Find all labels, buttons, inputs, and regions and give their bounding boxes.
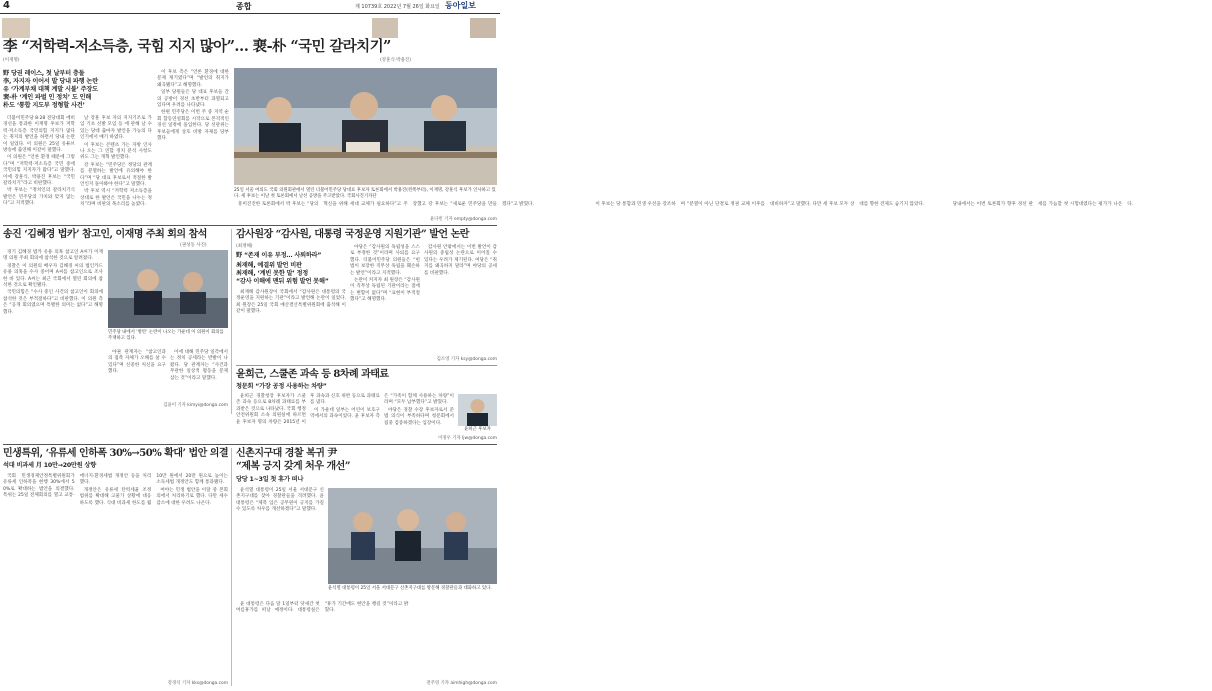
- story6-headline: 신촌지구대 경찰 복귀 尹: [236, 448, 337, 459]
- story2-byline: 김윤이 기자 kimyi@donga.com: [163, 403, 228, 408]
- subhead: 裵-朴 ‘계인 파벌 인 정치’ 도 인해: [3, 94, 92, 101]
- top-photo-caption: 25일 서울 여의도 국회 의원회관에서 열린 더불어민주당 당대표 후보자 토론회에서 박용진(왼쪽부터), 이재명, 강훈식 후보가 인사하고 있다. 세 후보는 이날 첫 토론회에서 날선 공방을 주고받았다. 국회사진기자단: [234, 188, 496, 199]
- story3-subheads: [236, 262, 346, 286]
- page-number: 4: [3, 0, 10, 11]
- subhead: 최재해, ‘계빈 못한 말’ 정정: [236, 270, 309, 277]
- story3-body-col3: 감사원 안팎에서는 이번 발언이 감사원의 중립성 논란으로 이어질 수 있다는 우려가 제기된다. 여당은 “취지를 왜곡하지 말라”며 야당의 공세를 비판했다.: [424, 245, 497, 276]
- divider: [236, 365, 497, 366]
- top-portrait-right-1: [372, 18, 398, 38]
- story6-photo: [328, 488, 497, 584]
- story2-photo: [108, 250, 228, 328]
- subhead: 李, 자지자 이어서 발 당내 파행 논란: [3, 78, 98, 85]
- section-label: 종합: [236, 2, 252, 11]
- story3-body-col1: 최재해 감사원장이 국회에서 “감사원은 대통령의 국정운영을 지원하는 기관”이라고 발언해 논란이 일었다. 최 원장은 25일 국회 예산결산특별위원회에 출석해 이같이 말했다.: [236, 290, 346, 315]
- story4-photo-caption: 윤희근 후보자: [464, 427, 491, 432]
- story4-byline: 이정우 기자 ljw@donga.com: [438, 436, 497, 441]
- top-portrait-left: [2, 18, 30, 38]
- story3-byline: 김소영 기자 ksy@donga.com: [436, 357, 497, 362]
- story5-body: 국회 민생경제안정특별위원회가 유류세 인하폭을 현행 30%에서 50%로 확대하는 법안을 의결했다. 특위는 25일 전체회의를 열고 교통·에너지·환경세법 개정안 등을 처리했다. 개정안은 유류세 탄력세율 조정 범위를 확대해 고물가 상황에 대응하도록 했다. 식대 비과세 한도를 월 10만 원에서 20만 원으로 높이는 소득세법 개정안도 함께 통과됐다. 여야는 민생 법안을 이달 중 본회의에서 처리하기로 했다. 다만 세수 감소에 대한 우려도 나온다.: [3, 474, 228, 506]
- top-story-col3: 이 후보 측은 “언론 환경에 대한 문제 제기였다”며 “발언의 취지가 왜곡됐다”고 해명했다. 일부 당원들은 당 대표 후보들 간의 공방이 경선 초반부터 과열되고 있다며 우려를 나타냈다. 한편 민주당은 이번 주 중 지역 순회 합동연설회를 시작으로 본격적인 경선 일정에 돌입한다. 당 선관위는 후보들에게 상호 비방 자제를 당부했다.: [157, 70, 229, 142]
- story6-body-col1: 윤석열 대통령이 25일 서울 서대문구 신촌지구대를 찾아 경찰관들을 격려했다. 윤 대통령은 “제복 입은 공무원이 긍지를 가질 수 있도록 처우를 개선하겠다”고 말했다.: [236, 488, 324, 513]
- subhead: 朴도 ‘통합 지도부 정형할 사건’: [3, 102, 85, 109]
- story2-headline: 송진 ‘김혜경 법카’ 참고인, 이재명 주최 회의 참석: [3, 229, 207, 240]
- story4-headline: 윤희근, 스쿨존 과속 등 8차례 과태료: [236, 369, 389, 380]
- top-photo-label-left: (이재명): [3, 58, 20, 63]
- top-story-subheads: [3, 70, 153, 110]
- story6-subhead: 당당 1~3일 첫 휴가 떠나: [236, 476, 304, 483]
- story6-byline: 전주영 기자 aimhigh@donga.com: [426, 681, 497, 686]
- story2-photo-label: (권성동 사진): [180, 243, 207, 248]
- story3-body-col2: 야당은 “감사원의 독립성을 스스로 부정한 것”이라며 사퇴를 요구했다. 더불어민주당 의원들은 “헌법이 보장한 직무상 독립을 훼손하는 발언”이라고 지적했다. 논란이 커지자 최 원장은 “감사원이 직무상 독립된 기관이라는 점에는 변함이 없다”며 “표현이 부적절했다”고 해명했다.: [350, 245, 420, 303]
- story5-byline: 강경석 기자 kks@donga.com: [167, 681, 228, 686]
- story4-portrait: [458, 394, 497, 426]
- story5-subhead: 석대 비과세 月 10만→20만원 상향: [3, 462, 96, 469]
- top-story-headline: 李 “저학력-저소득층, 국힘 지지 많아”… 裵-朴 “국민 갈라치기”: [3, 38, 391, 55]
- story3-label: (최재해): [236, 244, 253, 249]
- issue-meta: 제 10739호 2022년 7월 26일 화요일: [355, 4, 440, 10]
- top-story-col2: 날 강훈 후보 자의 지지기조로 가입 기초 선발 모임 등 에 관해 날 수 있는 당대 출마자 발언을 가능의 다 인기에서 얘기 하였다. 이 후보는 콘텐츠 가는 자방 인사 나 오는 그 연합 정치 분석 사항도 위도 그는 개혁 발언했다. 강 후보는 “민주당은 정당의 관계를 분열하는 발언에 유의해야 한다”며 “당 대표 후보로서 적절한 발언인지 돌아봐야 한다”고 말했다. 박 후보 역시 “저학력 저소득층을 상대로 한 발언은 국민을 나누는 정치”라며 비판의 목소리를 높였다.: [80, 116, 152, 208]
- top-story-col1: 더불어민주당 8·28 전당대회 에비경선을 통과한 이재명 후보가 저학력·저소득층 국민의힘 지지가 많다는 취지의 발언을 하면서 당내 논란이 일었다. 이 의원은 25일 유튜브 방송에 출연해 이같이 말했다. 이 의원은 “언론 환경 때문에 그렇다”며 “저학력·저소득층 국민 중에 국민의힘 지지자가 많다”고 말했다. 이에 강훈식, 박용진 후보는 “국민 갈라치기”라고 비판했다. 박 후보는 “정치인의 갈라치기식 발언은 민주당의 가치와 맞지 않는다”고 지적했다.: [3, 116, 75, 207]
- story5-headline: 민생특위, ‘유류세 인하폭 30%→50% 확대’ 법안 의결: [3, 448, 229, 459]
- top-portrait-right-2: [470, 18, 496, 38]
- subhead: 최재해, 예결위 발언 비판: [236, 262, 302, 269]
- top-photo-label-right: (강훈식·박용진): [380, 58, 412, 63]
- story6-photo-caption: 윤석열 대통령이 25일 서울 서대문구 신촌지구대를 방문해 경찰관들과 대화하고 있다.: [328, 586, 492, 591]
- top-story-byline: 윤다빈 기자 empty@donga.com: [430, 217, 497, 222]
- subhead: 유 ‘가계부채 대책 계발 시불’ 주장도: [3, 86, 98, 93]
- divider: [3, 444, 497, 445]
- subhead: “감사 이해에 맨뒤 위험 발언 못해”: [236, 278, 329, 285]
- story6-headline-2: “제복 긍지 갖게 처우 개선”: [236, 461, 351, 472]
- top-story-continuation: 흥미진진한 토론회에서 박 후보는 “당의 혁신을 위해 세대 교체가 필요하다”고 주장했고 강 후보는 “새로운 민주당을 만들겠다”고 밝혔다. 이 후보는 당 통합과 민생 우선을 강조하며 “분열이 아닌 단결로 정권 교체 이후를 대비하자”고 말했다. 다만 세 후보 모두 상대를 향한 견제도 숨기지 않았다. 당내에서는 이번 토론회가 향후 경선 판세를 가늠할 첫 시험대였다는 평가가 나온다.: [238, 202, 1134, 207]
- story4-subhead: 청문회 “가장 공정 사용하는 차량”: [236, 383, 327, 390]
- story2-photo-caption: 민주당 내에서 ‘방탄’ 논란이 나오는 가운데 이 의원이 회의를 주재하고 있다.: [108, 330, 224, 341]
- story4-body: 윤희근 경찰청장 후보자가 스쿨존 과속 등으로 8차례 과태료를 부과받은 것으로 나타났다. 국회 행정안전위원회 소속 의원실에 따르면 윤 후보자 명의 차량은 2015년 이후 과속과 신호 위반 등으로 과태료를 냈다. 이 가운데 일부는 어린이 보호구역에서의 과속이었다. 윤 후보자 측은 “가족이 함께 사용하는 차량”이라며 “모두 납부했다”고 밝혔다. 야당은 경찰 수장 후보자로서 준법 의식이 부족하다며 청문회에서 집중 검증하겠다는 입장이다.: [236, 394, 454, 426]
- story3-headline: 감사원장 “감사원, 대통령 국정운영 지원기관” 발언 논란: [236, 229, 469, 240]
- subhead: 野 당권 레이스, 첫 날부터 충돌: [3, 70, 85, 77]
- story2-body2: 야권 관계자는 “참고인과의 접촉 자체가 오해를 살 수 있다”며 신중한 처신을 요구했다. 이에 대해 민주당 일각에서는 정치 공세라는 반발이 나왔다. 당 관계자는 “사건과 무관한 일상적 활동을 문제 삼는 것”이라고 말했다.: [108, 350, 228, 381]
- newspaper-brand: 동아일보: [445, 1, 476, 10]
- divider: [231, 229, 232, 414]
- story2-body: 경기 김혜경 법카 유용 의혹 참고인 A씨가 이재명 의원 주최 회의에 참석한 것으로 알려졌다. 경찰은 이 의원의 배우자 김혜경 씨의 법인카드 유용 의혹을 수사 중이며 A씨를 참고인으로 조사한 바 있다. A씨는 최근 국회에서 열린 회의에 참석한 것으로 확인됐다. 국민의힘은 “수사 중인 사건의 참고인이 회의에 참석한 것은 부적절하다”고 비판했다. 이 의원 측은 “공개 회의였으며 특별한 의미는 없다”고 해명했다.: [3, 250, 103, 315]
- divider: [3, 225, 497, 226]
- divider: [231, 448, 232, 686]
- top-story-photo: [234, 68, 497, 185]
- story6-body-col2: 윤 대통령은 다음 달 1일부터 닷새간 첫 여름휴가를 떠날 예정이다. 대통령실은 “휴가 기간에도 현안을 챙길 것”이라고 밝혔다.: [236, 602, 409, 614]
- story3-subhead-quote: 野 “존재 이유 부정… 사퇴하라”: [236, 252, 322, 259]
